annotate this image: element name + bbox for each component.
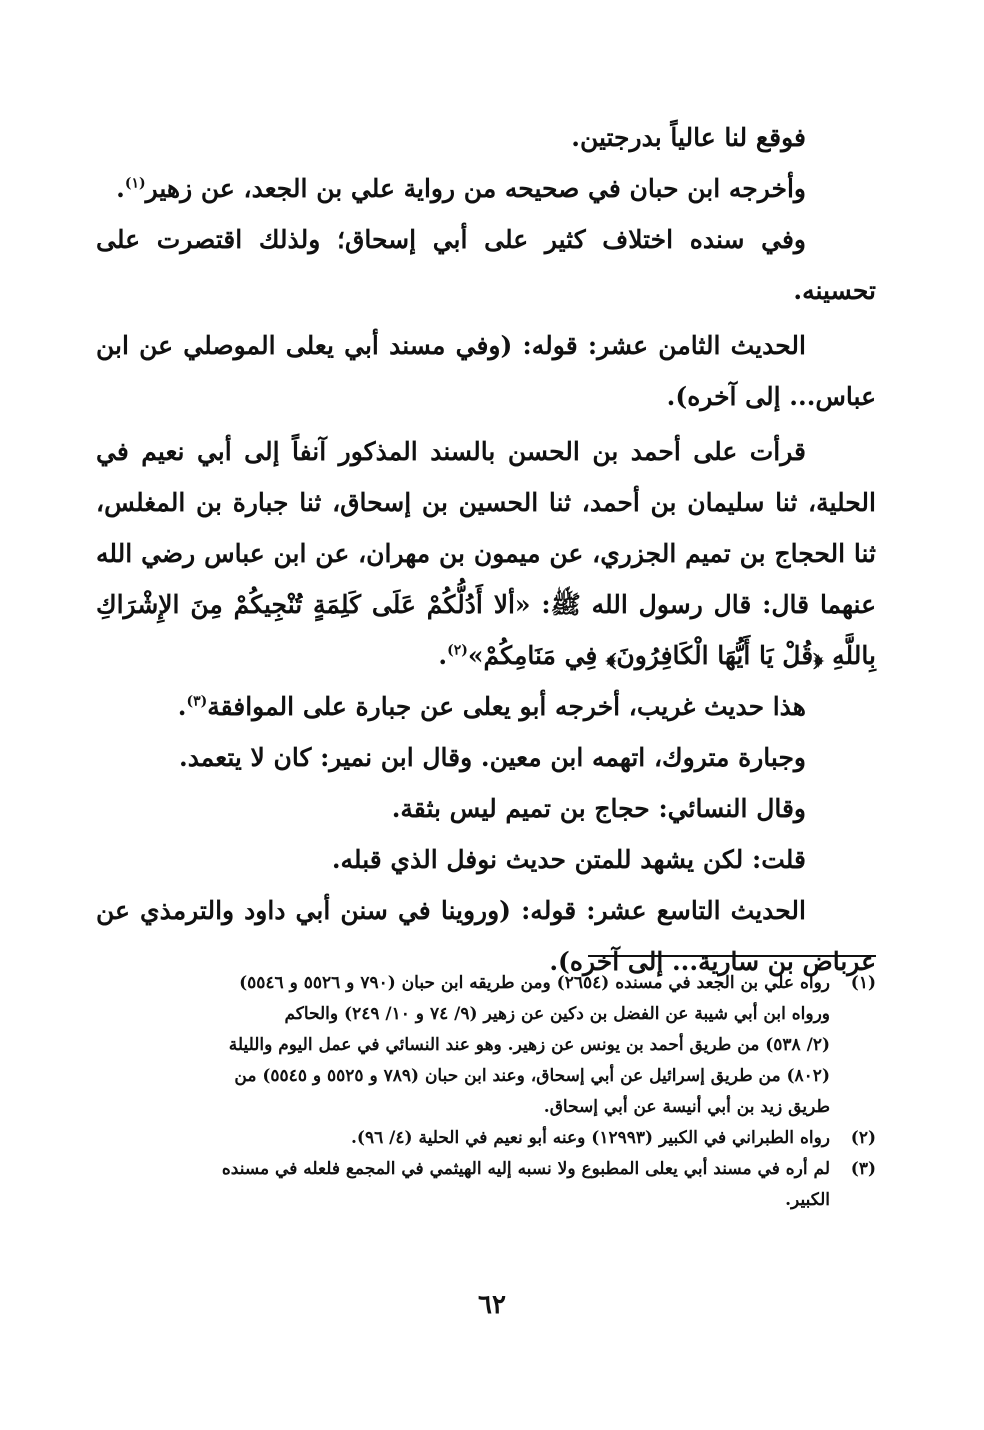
footnote-line: ورواه ابن أبي شيبة عن الفضل بن دكين عن زهير (٩/ ٧٤ و ١٠/ ٢٤٩) والحاكم xyxy=(284,1004,830,1024)
paragraph-10: الحديث التاسع عشر: قوله: (وروينا في سنن أبي داود والترمذي عن عرباض بن سارية... إلى آخره). xyxy=(96,896,876,976)
paragraph-5 xyxy=(96,426,876,681)
footnote-line: (٨٠٢) من طريق إسرائيل عن أبي إسحاق، وعند ابن حبان (٧٨٩ و ٥٥٢٥ و ٥٥٤٥) من xyxy=(234,1066,830,1086)
footnote-text xyxy=(96,1154,830,1216)
paragraph-4: الحديث الثامن عشر: قوله: (وفي مسند أبي يعلى الموصلي عن ابن عباس... إلى آخره). xyxy=(96,331,876,411)
paragraph-2 xyxy=(96,163,876,214)
paragraph-2-text: وأخرجه ابن حبان في صحيحه من رواية علي بن الجعد، عن زهير xyxy=(145,174,806,203)
footnote-ref-1[interactable]: (١) xyxy=(124,175,146,192)
paragraph-6-end: . xyxy=(177,692,187,721)
footnote-ref-3[interactable]: (٣) xyxy=(186,693,208,710)
paragraph-6 xyxy=(96,681,876,732)
footnote-number: (٣) xyxy=(850,1159,876,1179)
footnotes xyxy=(96,968,876,1216)
main-text xyxy=(96,112,876,987)
footnote-number: (١) xyxy=(850,973,876,993)
paragraph-9: قلت: لكن يشهد للمتن حديث نوفل الذي قبله. xyxy=(331,845,806,874)
footnote-1 xyxy=(96,968,876,1123)
footnote-text xyxy=(96,1123,830,1154)
footnote-separator xyxy=(588,955,876,957)
paragraph-7: وجبارة متروك، اتهمه ابن معين. وقال ابن نمير: كان لا يتعمد. xyxy=(178,743,806,772)
footnote-2 xyxy=(96,1123,876,1154)
paragraph-5-end: . xyxy=(438,641,448,670)
footnote-line: الكبير. xyxy=(785,1190,830,1210)
paragraph-8: وقال النسائي: حجاج بن تميم ليس بثقة. xyxy=(391,794,806,823)
paragraph-1: فوقع لنا عالياً بدرجتين. xyxy=(571,123,806,152)
paragraph-5-text: قرأت على أحمد بن الحسن بالسند المذكور آنفاً إلى أبي نعيم في الحلية، ثنا سليمان بن أحمد، ثنا الحسين بن إسحاق، ثنا جبارة بن المغلس، ثنا الحجاج بن تميم الجزري، عن ميمون بن مهران، عن ابن عباس رضي الله عنهما قال: قال رسول الله ﷺ: «ألا أَدُلُّكُمْ عَلَى كَلِمَةٍ تُنْجِيكُمْ مِنَ الإِشْرَاكِ بِاللَّهِ ﴿قُلْ يَا أَيُّهَا الْكَافِرُونَ﴾ فِي مَنَامِكُمْ» xyxy=(96,437,876,670)
footnote-3 xyxy=(96,1154,876,1216)
paragraph-6-text: هذا حديث غريب، أخرجه أبو يعلى عن جبارة على الموافقة xyxy=(207,692,806,721)
paragraph-2-end: . xyxy=(116,174,125,203)
footnote-number: (٢) xyxy=(850,1128,876,1148)
footnote-line: طريق زيد بن أبي أنيسة عن أبي إسحاق. xyxy=(543,1097,830,1117)
footnote-line: رواه الطبراني في الكبير (١٢٩٩٣) وعنه أبو نعيم في الحلية (٤/ ٩٦). xyxy=(350,1128,830,1148)
footnote-line: رواه علي بن الجعد في مسنده (٢٦٥٤) ومن طريقه ابن حبان (٧٩٠ و ٥٥٢٦ و ٥٥٤٦) xyxy=(239,973,830,993)
footnote-ref-2[interactable]: (٢) xyxy=(447,642,468,659)
footnote-text xyxy=(96,968,830,1123)
footnote-line: (٢/ ٥٣٨) من طريق أحمد بن يونس عن زهير. وهو عند النسائي في عمل اليوم والليلة xyxy=(228,1035,830,1055)
footnote-line: لم أره في مسند أبي يعلى المطبوع ولا نسبه إليه الهيثمي في المجمع فلعله في مسنده xyxy=(221,1159,830,1179)
page-number: ٦٢ xyxy=(478,1290,506,1320)
paragraph-3: وفي سنده اختلاف كثير على أبي إسحاق؛ ولذلك اقتصرت على تحسينه. xyxy=(96,225,876,305)
